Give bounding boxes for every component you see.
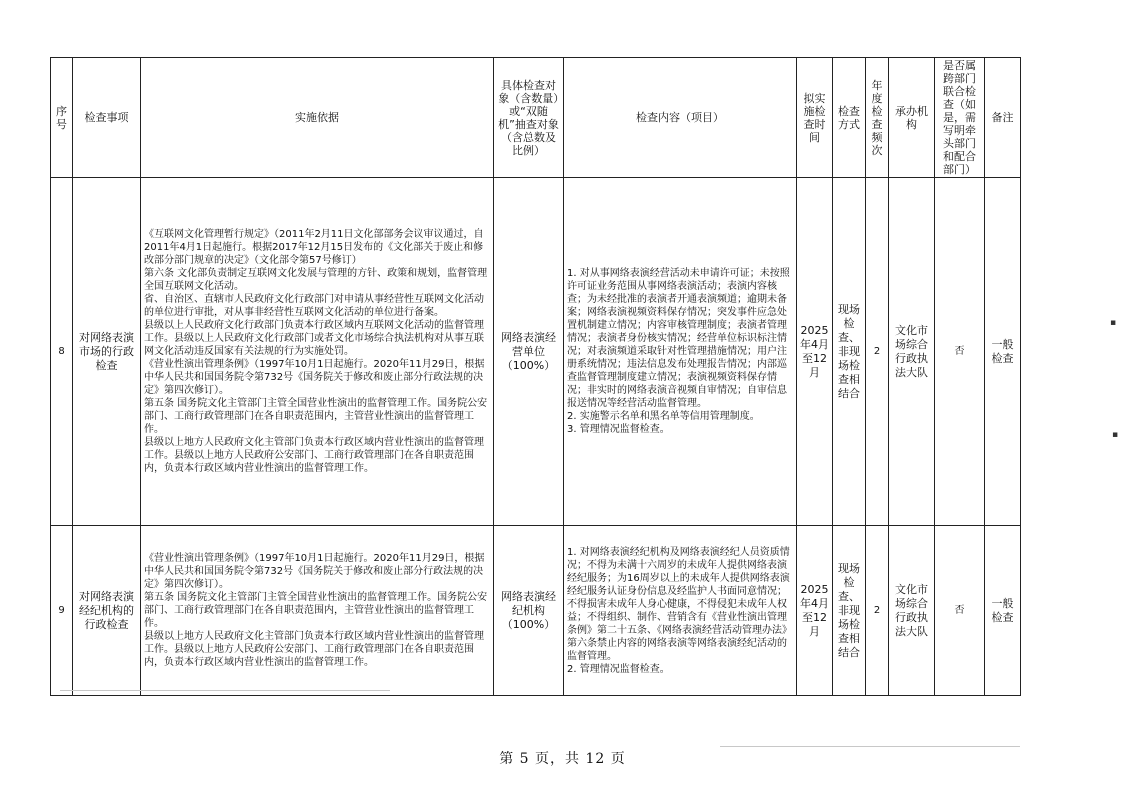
header-remark: 备注 [985,58,1021,178]
inspection-table [50,57,1021,696]
table-header-row [51,58,1021,178]
header-joint: 是否属跨部门联合检查（如是，需写明牵头部门和配合部门） [935,58,985,178]
scan-artifact-mark: ▪ [1110,318,1117,328]
row-freq: 2 [866,526,889,696]
row-remark: 一般检查 [985,178,1021,526]
row-content: 1. 对网络表演经纪机构及网络表演经纪人员资质情况；不得为未满十六周岁的未成年人提供网络表演经纪服务；为16周岁以上的未成年人提供网络表演经纪服务认证身份信息及经监护人书面同意情况；不得损害未成年人身心健康，不得侵犯未成年人权益；不得组织、制作、营销含有《营业性演出管理条例》第二十五条、《网络表演经营活动管理办法》第六条禁止内容的网络表演等网络表演经纪活动的监督管理。 2. 管理情况监督检查。 [564,526,797,696]
table-row [51,526,1021,696]
row-freq: 2 [866,178,889,526]
header-method: 检查方式 [833,58,866,178]
scan-artifact-line [60,690,390,691]
header-object: 具体检查对象（含数量）或“双随机”抽查对象（含总数及比例） [494,58,564,178]
row-object: 网络表演经营单位（100%） [494,178,564,526]
header-org: 承办机构 [889,58,935,178]
scan-artifact-mark: ▪ [1112,430,1119,440]
row-no: 8 [51,178,73,526]
row-joint: 否 [935,526,985,696]
row-method: 现场检查、非现场检查相结合 [833,526,866,696]
row-org: 文化市场综合行政执法大队 [889,526,935,696]
row-time: 2025年4月至12月 [797,526,833,696]
header-basis: 实施依据 [141,58,494,178]
row-method: 现场检查、非现场检查相结合 [833,178,866,526]
row-no: 9 [51,526,73,696]
row-item: 对网络表演市场的行政检查 [73,178,141,526]
header-item: 检查事项 [73,58,141,178]
row-joint: 否 [935,178,985,526]
scan-artifact-line [720,746,1020,747]
row-content: 1. 对从事网络表演经营活动未申请许可证；未按照许可证业务范围从事网络表演活动；表演内容核查；为未经批准的表演者开通表演频道；逾期未备案；网络表演视频资料保存情况；突发事件应急处置机制建立情况；内容审核管理制度；表演者管理情况；表演者身份核实情况；经营单位标识标注情况；对表演频道采取针对性管理措施情况；用户注册系统情况；违法信息发布处理报告情况；内部巡查监督管理制度建立情况；表演视频资料保存情况；非实时的网络表演音视频自审情况；自审信息报送情况等经营活动监督管理。 2. 实施警示名单和黑名单等信用管理制度。 3. 管理情况监督检查。 [564,178,797,526]
header-time: 拟实施检查时间 [797,58,833,178]
row-item: 对网络表演经纪机构的行政检查 [73,526,141,696]
row-basis: 《互联网文化管理暂行规定》（2011年2月11日文化部部务会议审议通过，自2011年4月1日起施行。根据2017年12月15日发布的《文化部关于废止和修改部分部门规章的决定》（文化部令第57号修订） 第六条 文化部负责制定互联网文化发展与管理的方针、政策和规划，监督管理全国互联网文化活动。 省、自治区、直辖市人民政府文化行政部门对申请从事经营性互联网文化活动的单位进行审批，对从事非经营性互联网文化活动的单位进行备案。 县级以上人民政府文化行政部门负责本行政区域内互联网文化活动的监督管理工作。县级以上人民政府文化行政部门或者文化市场综合执法机构对从事互联网文化活动违反国家有关法规的行为实施处罚。 《营业性演出管理条例》（1997年10月1日起施行。2020年11月29日，根据中华人民共和国国务院令第732号《国务院关于修改和废止部分行政法规的决定》第四次修订）。 第五条 国务院文化主管部门主管全国营业性演出的监督管理工作。国务院公安部门、工商行政管理部门在各自职责范围内，主管营业性演出的监督管理工作。 县级以上地方人民政府文化主管部门负责本行政区域内营业性演出的监督管理工作。县级以上地方人民政府公安部门、工商行政管理部门在各自职责范围内，负责本行政区域内营业性演出的监督管理工作。 [141,178,494,526]
row-object: 网络表演经纪机构（100%） [494,526,564,696]
header-freq: 年度检查频次 [866,58,889,178]
row-remark: 一般检查 [985,526,1021,696]
table-row [51,178,1021,526]
row-basis: 《营业性演出管理条例》（1997年10月1日起施行。2020年11月29日，根据中华人民共和国国务院令第732号《国务院关于修改和废止部分行政法规的决定》第四次修订）。 第五条 国务院文化主管部门主管全国营业性演出的监督管理工作。国务院公安部门、工商行政管理部门在各自职责范围内，主管营业性演出的监督管理工作。 县级以上地方人民政府文化主管部门负责本行政区域内营业性演出的监督管理工作。县级以上地方人民政府公安部门、工商行政管理部门在各自职责范围内，负责本行政区域内营业性演出的监督管理工作。 [141,526,494,696]
page-number: 第 5 页，共 12 页 [499,751,626,767]
row-org: 文化市场综合行政执法大队 [889,178,935,526]
header-content: 检查内容（项目） [564,58,797,178]
row-time: 2025年4月至12月 [797,178,833,526]
header-no: 序号 [51,58,73,178]
